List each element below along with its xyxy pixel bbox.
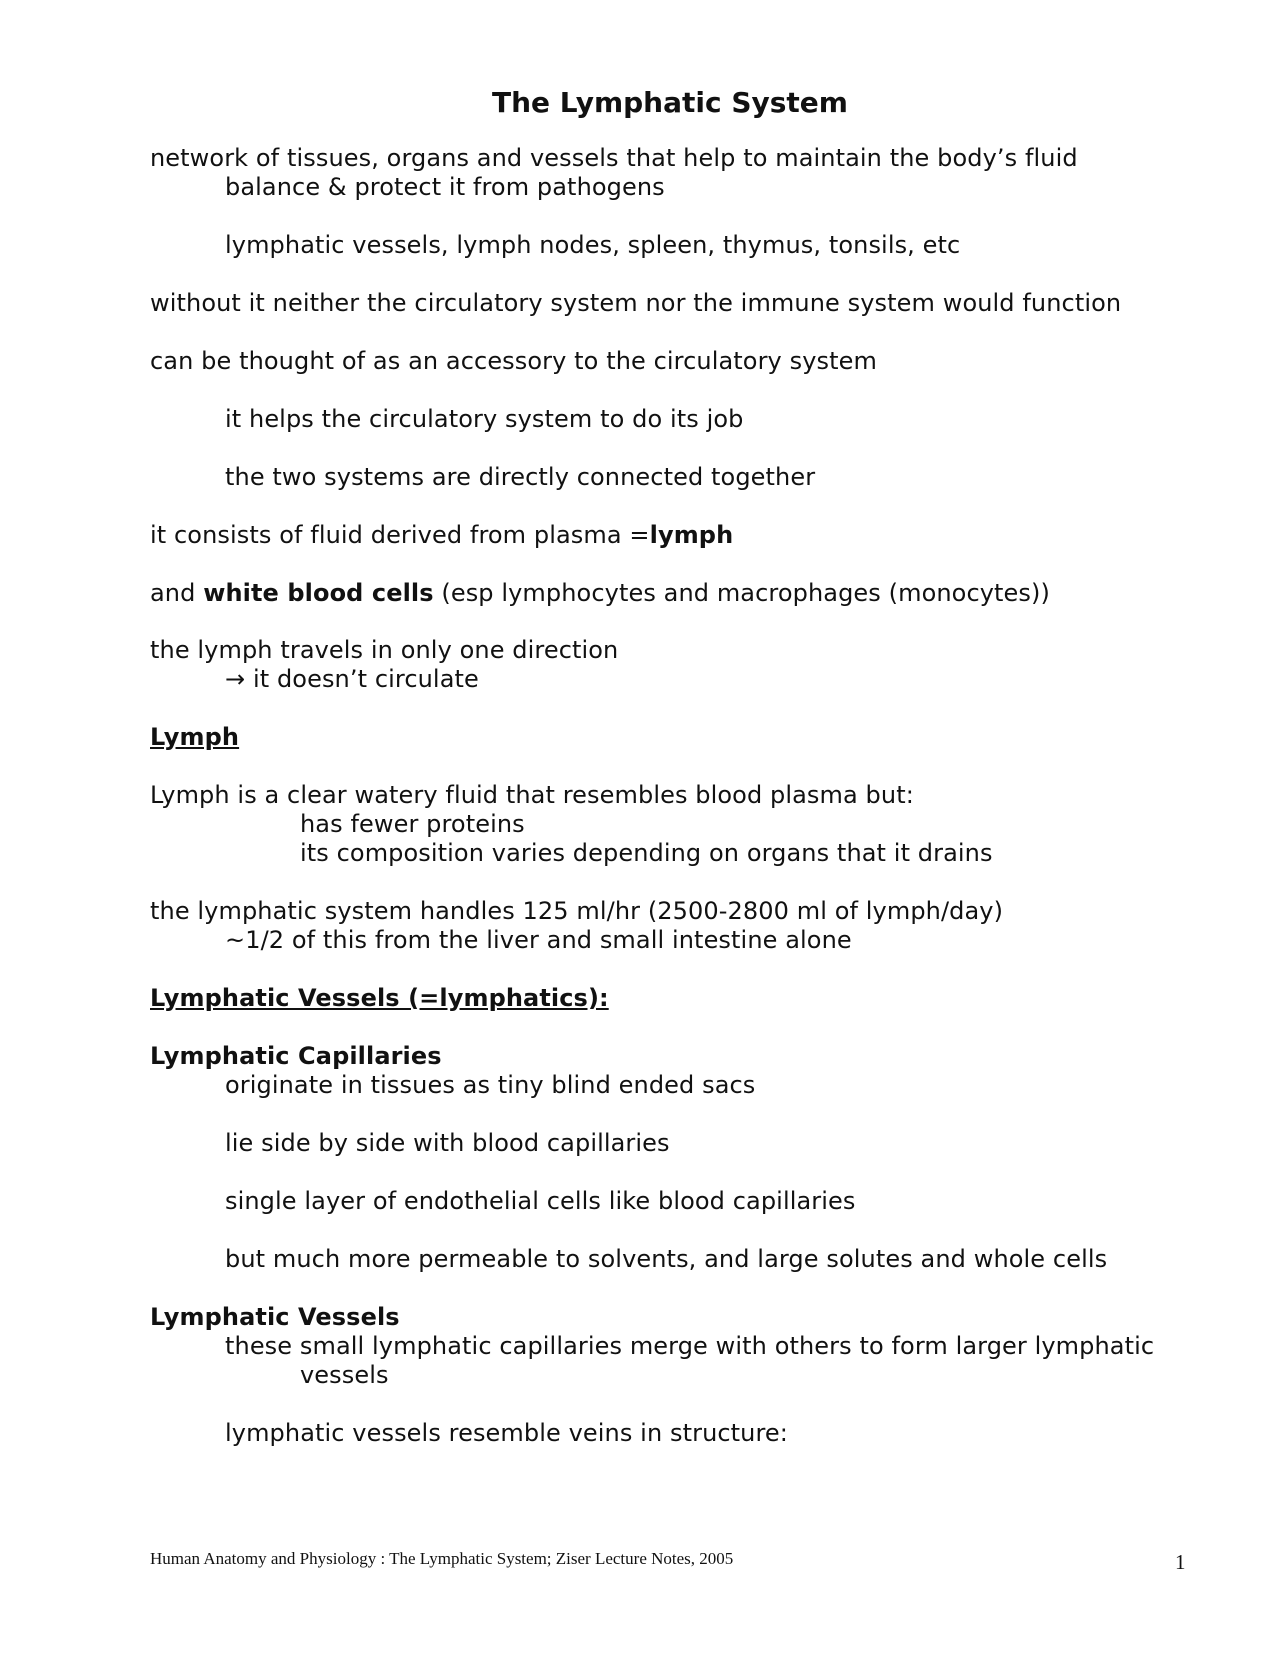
capillaries-point-3: single layer of endothelial cells like blood capillaries bbox=[225, 1187, 856, 1215]
capillaries-point-1: originate in tissues as tiny blind ended sacs bbox=[225, 1071, 756, 1099]
vessels-point-1-continued: vessels bbox=[300, 1361, 389, 1389]
lymph-rate-note: ~1/2 of this from the liver and small intestine alone bbox=[225, 926, 852, 954]
page-title: The Lymphatic System bbox=[492, 86, 848, 119]
vessels-point-1: these small lymphatic capillaries merge with others to form larger lymphatic bbox=[225, 1332, 1155, 1360]
page-footer: Human Anatomy and Physiology : The Lymphatic System; Ziser Lecture Notes, 2005 bbox=[150, 1549, 734, 1568]
lymph-heading: Lymph bbox=[150, 723, 240, 751]
without-line: without it neither the circulatory system nor the immune system would function bbox=[150, 289, 1122, 317]
consists-line bbox=[150, 520, 733, 550]
lymph-difference-1: has fewer proteins bbox=[300, 810, 525, 838]
capillaries-heading: Lymphatic Capillaries bbox=[150, 1042, 442, 1070]
white-blood-cells-term: white blood cells bbox=[203, 579, 434, 607]
definition-line-1: network of tissues, organs and vessels that help to maintain the body’s fluid bbox=[150, 144, 1078, 172]
components-line: lymphatic vessels, lymph nodes, spleen, thymus, tonsils, etc bbox=[225, 231, 961, 259]
vessels-heading: Lymphatic Vessels (=lymphatics): bbox=[150, 984, 609, 1012]
lymph-difference-2: its composition varies depending on organs that it drains bbox=[300, 839, 993, 867]
capillaries-point-2: lie side by side with blood capillaries bbox=[225, 1129, 670, 1157]
arrow-icon: → bbox=[225, 665, 246, 693]
not-circulate-line bbox=[225, 664, 479, 694]
lymph-term: lymph bbox=[649, 521, 734, 549]
direction-line: the lymph travels in only one direction bbox=[150, 636, 619, 664]
consists-text: it consists of fluid derived from plasma = bbox=[150, 521, 650, 549]
and-text: and bbox=[150, 579, 204, 607]
helps-line: it helps the circulatory system to do its job bbox=[225, 405, 744, 433]
definition-line-2: balance & protect it from pathogens bbox=[225, 173, 665, 201]
accessory-line: can be thought of as an accessory to the circulatory system bbox=[150, 347, 877, 375]
connected-line: the two systems are directly connected together bbox=[225, 463, 816, 491]
page-number: 1 bbox=[1175, 1550, 1186, 1574]
not-circulate-text: it doesn’t circulate bbox=[245, 665, 479, 693]
capillaries-point-4: but much more permeable to solvents, and large solutes and whole cells bbox=[225, 1245, 1108, 1273]
lymphatic-vessels-heading: Lymphatic Vessels bbox=[150, 1303, 400, 1331]
vessels-point-2: lymphatic vessels resemble veins in structure: bbox=[225, 1419, 788, 1447]
wbc-line bbox=[150, 578, 1050, 608]
lymph-description: Lymph is a clear watery fluid that resembles blood plasma but: bbox=[150, 781, 914, 809]
wbc-detail: (esp lymphocytes and macrophages (monocytes)) bbox=[433, 579, 1050, 607]
lymph-rate: the lymphatic system handles 125 ml/hr (2500-2800 ml of lymph/day) bbox=[150, 897, 1004, 925]
